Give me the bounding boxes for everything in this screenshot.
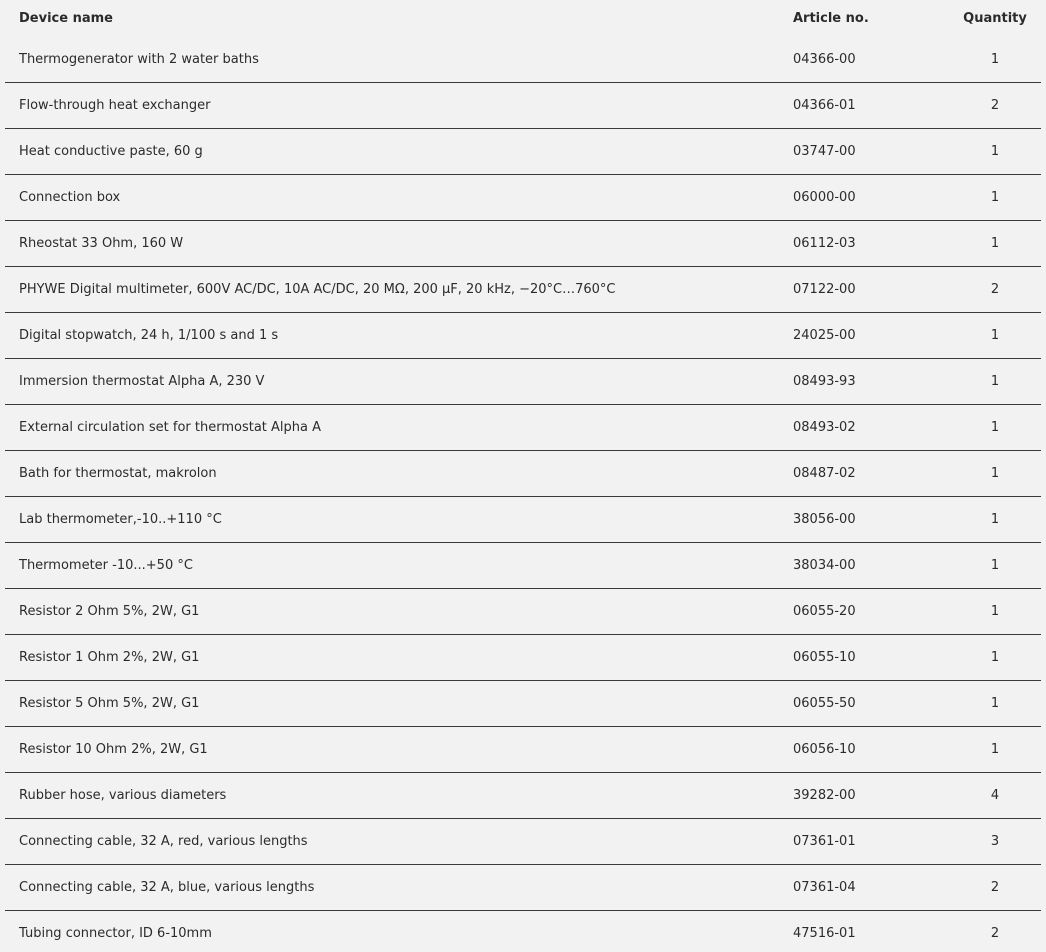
quantity-cell: 1 [990, 52, 1000, 67]
table-row [5, 129, 1041, 175]
quantity-cell: 1 [990, 696, 1000, 711]
device-name-cell: Thermometer -10...+50 °C [19, 558, 193, 573]
table-row [5, 865, 1041, 911]
device-name-cell: Tubing connector, ID 6-10mm [19, 926, 212, 941]
table-row [5, 589, 1041, 635]
article-no-cell: 07361-04 [793, 880, 856, 895]
quantity-cell: 1 [990, 420, 1000, 435]
quantity-cell: 4 [990, 788, 1000, 803]
article-no-cell: 04366-00 [793, 52, 856, 67]
table-row [5, 773, 1041, 819]
table-row [5, 175, 1041, 221]
article-no-cell: 24025-00 [793, 328, 856, 343]
quantity-cell: 1 [990, 604, 1000, 619]
table-header-row [5, 0, 1041, 37]
quantity-cell: 1 [990, 236, 1000, 251]
article-no-cell: 06112-03 [793, 236, 856, 251]
article-no-cell: 07122-00 [793, 282, 856, 297]
device-name-cell: Resistor 1 Ohm 2%, 2W, G1 [19, 650, 200, 665]
quantity-cell: 2 [990, 880, 1000, 895]
quantity-cell: 2 [990, 98, 1000, 113]
table-row [5, 405, 1041, 451]
device-name-cell: Heat conductive paste, 60 g [19, 144, 203, 159]
table-row [5, 681, 1041, 727]
table-row [5, 267, 1041, 313]
device-name-cell: Flow-through heat exchanger [19, 98, 211, 113]
table-row [5, 313, 1041, 359]
quantity-cell: 1 [990, 558, 1000, 573]
device-name-cell: Digital stopwatch, 24 h, 1/100 s and 1 s [19, 328, 279, 343]
table-row [5, 359, 1041, 405]
article-no-cell: 47516-01 [793, 926, 856, 941]
table-row [5, 911, 1041, 952]
table-row [5, 37, 1041, 83]
table-row [5, 497, 1041, 543]
article-no-cell: 06056-10 [793, 742, 856, 757]
header-device-name: Device name [19, 11, 113, 26]
quantity-cell: 1 [990, 144, 1000, 159]
header-quantity: Quantity [963, 11, 1027, 26]
device-name-cell: Rheostat 33 Ohm, 160 W [19, 236, 184, 251]
quantity-cell: 1 [990, 466, 1000, 481]
device-name-cell: Immersion thermostat Alpha A, 230 V [19, 374, 265, 389]
device-name-cell: PHYWE Digital multimeter, 600V AC/DC, 10A AC/DC, 20 MΩ, 200 µF, 20 kHz, −20°C…760°C [19, 282, 616, 297]
quantity-cell: 1 [990, 190, 1000, 205]
device-name-cell: Connection box [19, 190, 121, 205]
table-row [5, 727, 1041, 773]
table-body [5, 37, 1041, 952]
header-article-no: Article no. [793, 11, 869, 26]
article-no-cell: 07361-01 [793, 834, 856, 849]
quantity-cell: 1 [990, 650, 1000, 665]
quantity-cell: 1 [990, 328, 1000, 343]
device-name-cell: Connecting cable, 32 A, red, various lengths [19, 834, 308, 849]
device-name-cell: Bath for thermostat, makrolon [19, 466, 217, 481]
table-row [5, 635, 1041, 681]
device-name-cell: Thermogenerator with 2 water baths [19, 52, 259, 67]
table-row [5, 221, 1041, 267]
table-row [5, 543, 1041, 589]
quantity-cell: 1 [990, 742, 1000, 757]
article-no-cell: 04366-01 [793, 98, 856, 113]
article-no-cell: 06055-50 [793, 696, 856, 711]
table-row [5, 451, 1041, 497]
device-name-cell: Lab thermometer,-10..+110 °C [19, 512, 222, 527]
article-no-cell: 03747-00 [793, 144, 856, 159]
device-name-cell: Rubber hose, various diameters [19, 788, 227, 803]
quantity-cell: 2 [990, 926, 1000, 941]
article-no-cell: 08493-02 [793, 420, 856, 435]
device-name-cell: Resistor 2 Ohm 5%, 2W, G1 [19, 604, 200, 619]
article-no-cell: 06000-00 [793, 190, 856, 205]
article-no-cell: 06055-20 [793, 604, 856, 619]
table-row [5, 83, 1041, 129]
device-name-cell: External circulation set for thermostat Alpha A [19, 420, 322, 435]
quantity-cell: 2 [990, 282, 1000, 297]
article-no-cell: 38056-00 [793, 512, 856, 527]
quantity-cell: 1 [990, 374, 1000, 389]
table-row [5, 819, 1041, 865]
quantity-cell: 1 [990, 512, 1000, 527]
article-no-cell: 08493-93 [793, 374, 856, 389]
article-no-cell: 38034-00 [793, 558, 856, 573]
device-name-cell: Connecting cable, 32 A, blue, various lengths [19, 880, 315, 895]
device-name-cell: Resistor 10 Ohm 2%, 2W, G1 [19, 742, 208, 757]
quantity-cell: 3 [990, 834, 1000, 849]
article-no-cell: 06055-10 [793, 650, 856, 665]
device-name-cell: Resistor 5 Ohm 5%, 2W, G1 [19, 696, 200, 711]
article-no-cell: 39282-00 [793, 788, 856, 803]
article-no-cell: 08487-02 [793, 466, 856, 481]
